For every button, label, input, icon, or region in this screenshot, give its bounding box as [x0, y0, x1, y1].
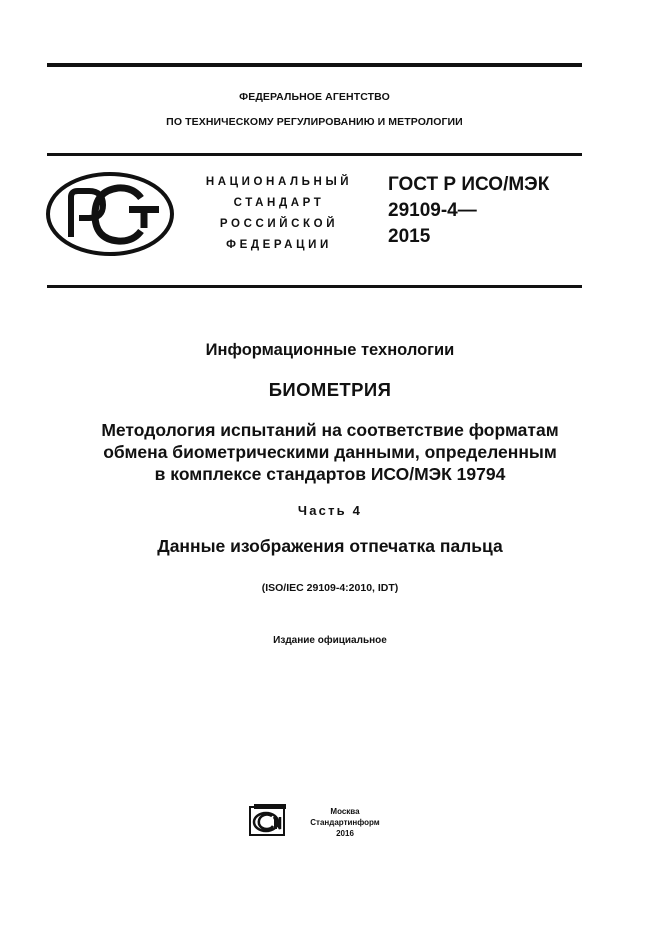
subtitle-line: Методология испытаний на соответствие форматам: [101, 420, 559, 440]
part-number: Часть 4: [297, 503, 363, 518]
publisher-year: 2016: [336, 829, 354, 838]
publisher-name: Стандартинформ: [310, 818, 380, 827]
agency-line-2: ПО ТЕХНИЧЕСКОМУ РЕГУЛИРОВАНИЮ И МЕТРОЛОГИИ: [166, 116, 463, 128]
national-line: РОССИЙСКОЙ: [219, 218, 339, 230]
agency-line-1: ФЕДЕРАЛЬНОЕ АГЕНТСТВО: [239, 91, 390, 103]
national-line: СТАНДАРТ: [233, 197, 325, 209]
publisher-city: Москва: [330, 807, 360, 816]
subtitle-line: в комплексе стандартов ИСО/МЭК 19794: [154, 464, 506, 484]
standard-block-rule: [47, 285, 582, 288]
document-main-title: БИОМЕТРИЯ: [268, 379, 392, 400]
edition-label: Издание официальное: [273, 635, 387, 646]
subtitle-line: обмена биометрическими данными, определенным: [103, 442, 557, 462]
gost-line: ГОСТ Р ИСО/МЭК: [388, 174, 550, 195]
gost-line: 2015: [388, 226, 431, 247]
header-rule: [47, 153, 582, 156]
gost-r-emblem-icon: [45, 171, 175, 257]
publisher-info: [300, 806, 390, 839]
national-line: ФЕДЕРАЦИИ: [226, 239, 332, 251]
standartinform-logo-icon: [248, 803, 288, 837]
top-rule: [47, 63, 582, 67]
document-subtitle: [20, 419, 640, 485]
part-title: Данные изображения отпечатка пальца: [157, 536, 503, 556]
iso-reference: (ISO/IEC 29109-4:2010, IDT): [261, 582, 399, 594]
document-topic: Информационные технологии: [205, 341, 455, 359]
gost-designation: [388, 172, 549, 250]
national-standard-label: [190, 172, 368, 256]
gost-line: 29109-4—: [388, 200, 477, 221]
national-line: НАЦИОНАЛЬНЫЙ: [205, 176, 353, 188]
